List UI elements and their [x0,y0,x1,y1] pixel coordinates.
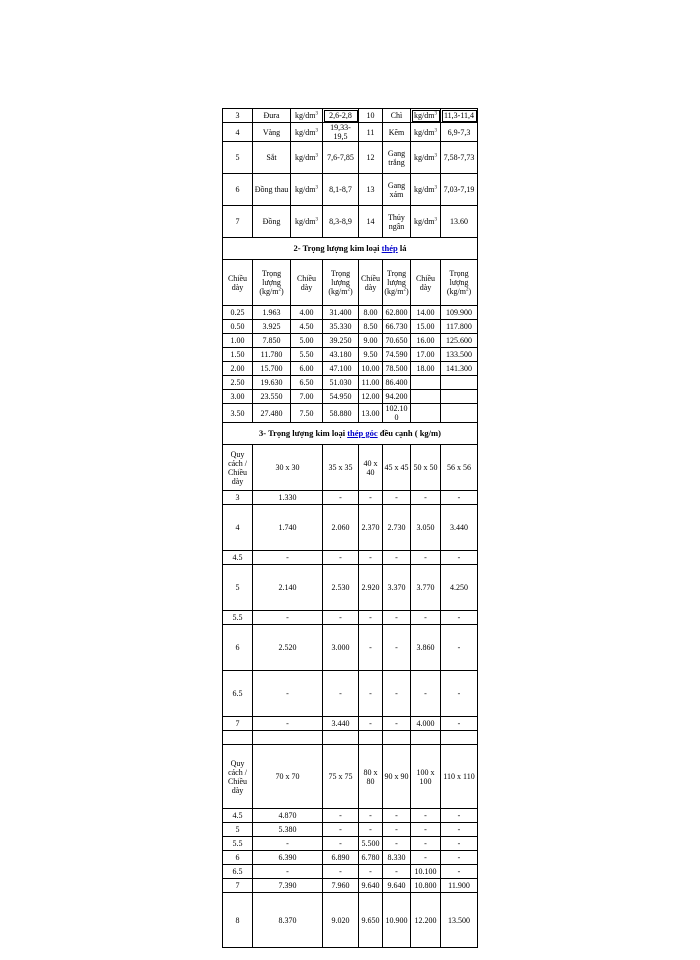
row-number: 3 [223,109,253,123]
table-cell: 2.50 [223,376,253,390]
section2-row [223,320,478,334]
row-number: 13 [359,174,383,206]
table-cell: - [359,611,383,625]
column-header: 75 x 75 [323,745,359,809]
metal-name: Đồng thau [253,174,291,206]
superscript: 2 [278,287,281,293]
table-cell: 133.500 [441,348,478,362]
spacer-row [223,731,478,745]
table-cell: 13.500 [441,893,478,948]
superscript: 3 [315,111,318,117]
table-cell: 4.50 [291,320,323,334]
table-cell: - [383,491,411,505]
angle-row [223,823,478,837]
unit: $kg/dm^3$ [291,142,323,174]
table-cell: 3.770 [411,565,441,611]
table-cell: - [441,837,478,851]
table-cell: 3.860 [411,625,441,671]
column-header: Chiều dày [411,260,441,306]
table-cell: 7.850 [253,334,291,348]
column-header: 30 x 30 [253,445,323,491]
table-cell: 8.330 [383,851,411,865]
superscript: 3 [315,127,318,133]
table-cell: - [323,491,359,505]
table-cell: 3.440 [441,505,478,551]
table-cell: 14.00 [411,306,441,320]
table-cell: - [441,491,478,505]
table-cell: 5 [223,823,253,837]
density-value: 13.60 [441,206,478,238]
title-text: 2- Trọng lượng kim loại [293,243,382,253]
table-cell: 51.030 [323,376,359,390]
density-value: 8,1-8,7 [323,174,359,206]
density-row [223,174,478,206]
column-header: 35 x 35 [323,445,359,491]
superscript: 3 [315,153,318,159]
column-header: Chiều dày [359,260,383,306]
table-cell: - [359,865,383,879]
unit: $kg/dm^3$ [291,206,323,238]
table-cell: 12.200 [411,893,441,948]
table-cell: 7.960 [323,879,359,893]
section2-row [223,306,478,320]
table-cell: 47.100 [323,362,359,376]
table-cell: 3.925 [253,320,291,334]
angle-row [223,671,478,717]
table-cell: 66.730 [383,320,411,334]
row-number: 6 [223,174,253,206]
section2-row [223,362,478,376]
table-cell: - [359,491,383,505]
table-cell: 7.00 [291,390,323,404]
superscript: 3 [434,185,437,191]
table-cell: 9.00 [359,334,383,348]
table-cell: 10.00 [359,362,383,376]
table-cell: - [441,611,478,625]
superscript: 3 [434,127,437,133]
table-cell: 2.370 [359,505,383,551]
table-cell: - [383,809,411,823]
superscript: 3 [315,185,318,191]
title-text: 3- Trọng lượng kim loại [259,428,348,438]
table-cell: 4.5 [223,809,253,823]
table-cell: 10.100 [411,865,441,879]
table-cell: 86.400 [383,376,411,390]
table-cell: - [411,671,441,717]
metal-name: Đura [253,109,291,123]
table-cell: - [441,865,478,879]
unit: $kg/dm^3$ [411,123,441,142]
table-cell: 9.640 [359,879,383,893]
unit: $kg/dm^3$ [291,123,323,142]
table-cell: 4.870 [253,809,323,823]
table-cell: 43.180 [323,348,359,362]
table-cell: 27.480 [253,404,291,423]
table-cell: - [383,823,411,837]
table-cell: 3.370 [383,565,411,611]
column-header: Trọng lượng $(kg/m^2)$ [383,260,411,306]
table-cell: 2.730 [383,505,411,551]
table-cell: 58.880 [323,404,359,423]
table-cell: 62.800 [383,306,411,320]
density-value: 6,9-7,3 [441,123,478,142]
table-cell: 3 [223,491,253,505]
table-cell: 10.800 [411,879,441,893]
table-cell: 6.00 [291,362,323,376]
column-header: 100 x 100 [411,745,441,809]
section2-header [223,260,478,306]
table-cell: 10.900 [383,893,411,948]
table-cell: 4.00 [291,306,323,320]
spacer-cell [359,731,383,745]
table-cell: 54.950 [323,390,359,404]
table-cell: - [441,851,478,865]
column-header: Trọng lượng $(kg/m^2)$ [253,260,291,306]
table-cell: - [441,717,478,731]
table-cell: 11.780 [253,348,291,362]
table-cell: 19.630 [253,376,291,390]
table-cell: - [411,551,441,565]
table-cell: 5.50 [291,348,323,362]
table-cell: 102.100 [383,404,411,423]
table-cell: 2.530 [323,565,359,611]
column-header: Trọng lượng $(kg/m^2)$ [323,260,359,306]
table-cell: - [323,551,359,565]
table-cell: 8.00 [359,306,383,320]
angle-row [223,717,478,731]
table-cell: 5.500 [359,837,383,851]
metal-name: Vàng [253,123,291,142]
table-cell: 8.50 [359,320,383,334]
table-cell: 7 [223,717,253,731]
document-page [222,108,477,948]
table-cell: 74.590 [383,348,411,362]
table-cell: - [253,611,323,625]
table-cell [411,390,441,404]
angle-row [223,879,478,893]
table-cell: - [253,837,323,851]
column-header: 40 x 40 [359,445,383,491]
spacer-cell [323,731,359,745]
unit: $kg/dm^3$ [411,142,441,174]
table-cell: 9.50 [359,348,383,362]
table-cell [441,404,478,423]
table-cell: 13.00 [359,404,383,423]
table-cell: - [441,671,478,717]
density-value: 8,3-8,9 [323,206,359,238]
spacer-cell [383,731,411,745]
row-number: 7 [223,206,253,238]
table-cell: 1.50 [223,348,253,362]
column-header: 90 x 90 [383,745,411,809]
table-cell: 3.440 [323,717,359,731]
row-number: 11 [359,123,383,142]
table-cell: - [359,717,383,731]
table-cell: 11.900 [441,879,478,893]
angle-row [223,837,478,851]
table-cell: - [253,551,323,565]
table-cell: - [411,837,441,851]
table-cell: 9.020 [323,893,359,948]
superscript: 3 [434,111,437,117]
table-cell: - [323,865,359,879]
table-cell: 15.00 [411,320,441,334]
table-cell: 5.5 [223,837,253,851]
density-value: 2,6-2,8 [323,109,359,123]
table-cell: - [441,823,478,837]
column-header: Chiều dày [291,260,323,306]
table-cell: 17.00 [411,348,441,362]
table-cell: 5 [223,565,253,611]
table-cell: - [383,625,411,671]
table-cell: 125.600 [441,334,478,348]
table-cell: 3.000 [323,625,359,671]
table-cell: 0.25 [223,306,253,320]
section2-row [223,376,478,390]
angle-row [223,625,478,671]
angle-row [223,491,478,505]
table-cell: - [253,671,323,717]
table-cell: 109.900 [441,306,478,320]
table-cell: - [323,809,359,823]
density-value: 11,3-11,4 [441,109,478,123]
metal-name: Đồng [253,206,291,238]
table-cell: 7.390 [253,879,323,893]
table-cell: - [359,809,383,823]
section3 [223,423,478,445]
table-cell: - [323,823,359,837]
table-cell: 1.330 [253,491,323,505]
table-cell: - [411,851,441,865]
section2 [223,238,478,260]
spacer-cell [253,731,323,745]
unit: $kg/dm^3$ [291,174,323,206]
section2-row [223,348,478,362]
column-header: 45 x 45 [383,445,411,491]
table-cell: 6.890 [323,851,359,865]
column-header: Chiều dày [223,260,253,306]
angle-row [223,505,478,551]
table-cell: 8 [223,893,253,948]
table-cell: 9.640 [383,879,411,893]
superscript: 2 [465,287,469,293]
title-link[interactable]: thép [381,243,398,253]
table-cell: - [323,671,359,717]
table-cell: - [359,823,383,837]
superscript: 2 [403,287,406,293]
table-cell: - [383,611,411,625]
title-text: lá [397,243,407,253]
unit: $kg/dm^3$ [291,109,323,123]
metal-name: Thủy ngân [383,206,411,238]
table-cell: - [323,837,359,851]
table-cell: - [411,823,441,837]
column-header: 80 x 80 [359,745,383,809]
table-cell: 2.140 [253,565,323,611]
table-cell: 6.780 [359,851,383,865]
table-cell: - [383,837,411,851]
density-row [223,206,478,238]
table-cell: - [253,717,323,731]
weight-table [222,108,478,948]
table-cell: 4.5 [223,551,253,565]
angle-row [223,893,478,948]
metal-name: Chì [383,109,411,123]
table-cell: 15.700 [253,362,291,376]
table-cell: 6.50 [291,376,323,390]
spacer-cell [441,731,478,745]
table-cell: 6.5 [223,865,253,879]
table-cell: - [383,671,411,717]
superscript: 3 [434,153,437,159]
table-cell: 1.00 [223,334,253,348]
density-row [223,123,478,142]
column-header: Trọng lượng $(kg/m^2)$ [441,260,478,306]
table-cell: - [411,611,441,625]
table-cell: - [359,625,383,671]
section3-title [223,423,478,445]
section2-title [223,238,478,260]
superscript: 2 [347,287,350,293]
spacer-cell [223,731,253,745]
spacer-cell [411,731,441,745]
table-cell: 18.00 [411,362,441,376]
row-number: 10 [359,109,383,123]
table-cell [411,404,441,423]
table-cell: 2.520 [253,625,323,671]
corner-header: Quy cách / Chiều dày [223,745,253,809]
angle-row [223,865,478,879]
superscript: 3 [315,217,318,223]
table-cell: - [411,491,441,505]
table-cell [411,376,441,390]
table-cell: - [359,671,383,717]
table-cell: 4 [223,505,253,551]
section2-row [223,334,478,348]
superscript: 3 [434,217,437,223]
table-cell: 6 [223,851,253,865]
table-cell: 31.400 [323,306,359,320]
angle-row [223,611,478,625]
metal-name: Gang trắng [383,142,411,174]
table-cell: 5.380 [253,823,323,837]
table-cell [441,390,478,404]
table-cell: 6.390 [253,851,323,865]
table-cell: - [441,809,478,823]
table-cell: 7.50 [291,404,323,423]
table-cell: - [383,551,411,565]
table-cell: 6 [223,625,253,671]
table-cell: 2.920 [359,565,383,611]
table-cell: 78.500 [383,362,411,376]
table-cell: 3.050 [411,505,441,551]
density-value: 7,03-7,19 [441,174,478,206]
density-row [223,142,478,174]
metal-name: Gang xám [383,174,411,206]
section2-row [223,390,478,404]
unit: $kg/dm^3$ [411,109,441,123]
table-cell: 4.250 [441,565,478,611]
column-header: 110 x 110 [441,745,478,809]
table-cell: - [441,551,478,565]
density-row [223,109,478,123]
column-header: 56 x 56 [441,445,478,491]
table-cell: 5.00 [291,334,323,348]
column-header: 70 x 70 [253,745,323,809]
metal-name: Sắt [253,142,291,174]
row-number: 12 [359,142,383,174]
angle-header [223,445,478,491]
table-cell: 1.963 [253,306,291,320]
table-cell: - [383,865,411,879]
column-header: 50 x 50 [411,445,441,491]
table-cell: 7 [223,879,253,893]
table-cell: 0.50 [223,320,253,334]
table-cell: 6.5 [223,671,253,717]
table-cell: 5.5 [223,611,253,625]
table-cell: 8.370 [253,893,323,948]
table-cell: 70.650 [383,334,411,348]
table-cell: 2.060 [323,505,359,551]
row-number: 4 [223,123,253,142]
unit: $kg/dm^3$ [411,174,441,206]
table-cell: - [253,865,323,879]
section2-row [223,404,478,423]
row-number: 5 [223,142,253,174]
title-text: đều cạnh ( kg/m) [377,428,441,438]
table-cell: 9.650 [359,893,383,948]
metal-name: Kẽm [383,123,411,142]
table-cell: 4.000 [411,717,441,731]
table-cell: - [411,809,441,823]
row-number: 14 [359,206,383,238]
angle-row [223,551,478,565]
table-cell [441,376,478,390]
table-cell: 39.250 [323,334,359,348]
table-cell: - [359,551,383,565]
table-cell: - [323,611,359,625]
table-cell: 12.00 [359,390,383,404]
table-cell: - [441,625,478,671]
table-cell: 23.550 [253,390,291,404]
table-cell: 3.50 [223,404,253,423]
table-cell: 3.00 [223,390,253,404]
angle-row [223,851,478,865]
unit: $kg/dm^3$ [411,206,441,238]
density-value: 19,33-19,5 [323,123,359,142]
angle-row [223,809,478,823]
corner-header: Quy cách / Chiều dày [223,445,253,491]
table-cell: 35.330 [323,320,359,334]
density-value: 7,58-7,73 [441,142,478,174]
table-cell: 2.00 [223,362,253,376]
table-cell: 141.300 [441,362,478,376]
angle-header [223,745,478,809]
angle-row [223,565,478,611]
table-cell: 117.800 [441,320,478,334]
table-cell: 94.200 [383,390,411,404]
table-cell: 11.00 [359,376,383,390]
table-cell: 1.740 [253,505,323,551]
table-cell: 16.00 [411,334,441,348]
title-link[interactable]: thép góc [347,428,378,438]
table-cell: - [383,717,411,731]
density-value: 7,6-7,85 [323,142,359,174]
